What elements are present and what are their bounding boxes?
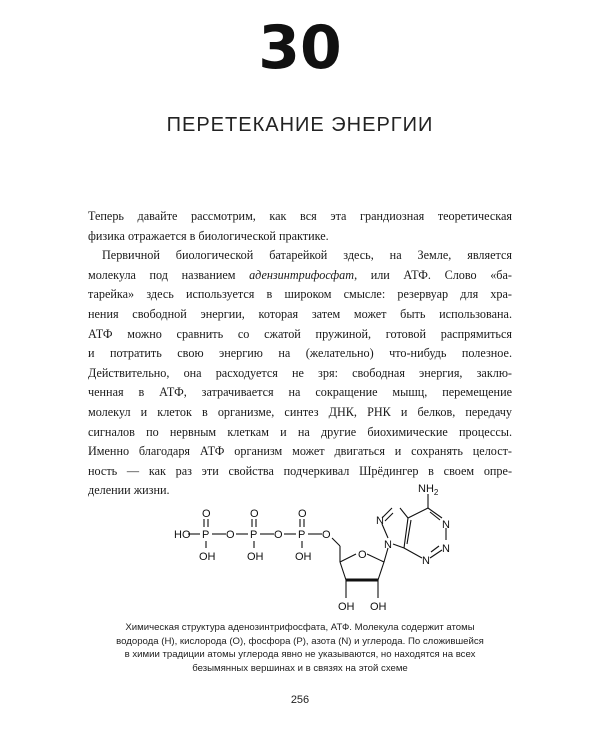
oxygen-label: O xyxy=(250,508,259,520)
oh-label: OH xyxy=(338,601,355,613)
text-line: ность — как раз эти свойства подчеркивал Шрёдингер в своем опре- xyxy=(88,463,512,478)
oxygen-label: O xyxy=(274,529,283,541)
oh-label: OH xyxy=(370,601,387,613)
oh-label: OH xyxy=(247,551,264,563)
oxygen-label: O xyxy=(202,508,211,520)
text-line: физика отражается в биологической практике. xyxy=(88,228,329,243)
atp-structure-diagram xyxy=(160,472,460,620)
oxygen-label: O xyxy=(322,529,331,541)
text-line: молекул и клеток в организме, синтез ДНК, РНК и белков, передачу xyxy=(88,404,512,419)
body-text xyxy=(88,207,512,501)
oxygen-label: O xyxy=(226,529,235,541)
phosphorus-label: P xyxy=(202,529,210,541)
nitrogen-label: N xyxy=(422,555,430,567)
text-line: Теперь давайте рассмотрим, как вся эта грандиозная теоретическая xyxy=(88,209,512,223)
nitrogen-label: N xyxy=(376,515,384,527)
molecule-bonds xyxy=(188,494,446,598)
text-line: тарейка» здесь используется в широком смысле: резервуар для хра- xyxy=(88,287,512,302)
page-number: 256 xyxy=(290,694,310,706)
ho-label: HO xyxy=(174,529,191,541)
oh-label: OH xyxy=(295,551,312,563)
text-line: ченная в АТФ, затрачивается на сокращение мышц, перемещение xyxy=(88,385,512,400)
emphasis-term: адензинтрифосфат xyxy=(249,267,355,282)
text-line: Именно благодаря АТФ организм может двигаться и сохранять целост- xyxy=(88,444,512,459)
ring-oxygen-label: O xyxy=(358,549,367,561)
caption-line: Химическая структура аденозинтрифосфата, АТФ. Молекула содержит атомы xyxy=(125,622,475,633)
phosphorus-label: P xyxy=(250,529,258,541)
text-line: делении жизни. xyxy=(88,483,170,498)
text-line: сигналов по нервным клеткам и на другие биохимические процессы. xyxy=(88,424,512,439)
phosphorus-label: P xyxy=(298,529,306,541)
caption-line: в химии традиции атомы углерода явно не указываются, но находятся на всех xyxy=(124,649,476,661)
caption-line: безымянных вершинах и в связях на этой схеме xyxy=(192,662,408,674)
text-line: и потратить свою энергию на (желательно) что-нибудь полезное. xyxy=(88,346,512,361)
text-line xyxy=(88,266,512,286)
text-line: нения свободной энергии, которая затем может быть использована. xyxy=(88,306,512,321)
amino-label xyxy=(418,483,439,497)
text-fragment: молекула под названием xyxy=(88,267,250,282)
oxygen-label: O xyxy=(298,508,307,520)
text-line: АТФ можно сравнить со сжатой пружиной, готовой распрямиться xyxy=(88,326,512,341)
nitrogen-label: N xyxy=(384,539,392,551)
oh-label: OH xyxy=(199,551,216,563)
amino-subscript: 2 xyxy=(433,488,439,497)
caption-line: водорода (H), кислорода (O), фосфора (P), азота (N) и углерода. По сложившейся xyxy=(116,635,484,647)
amino-nh: NH xyxy=(418,483,434,495)
chapter-number: 30 xyxy=(258,13,342,83)
text-fragment: , или АТФ. Слово «ба- xyxy=(354,267,512,282)
chapter-title: ПЕРЕТЕКАНИЕ ЭНЕРГИИ xyxy=(166,114,434,136)
figure-caption xyxy=(90,621,510,675)
text-line: Действительно, она расходуется не зря: свободная энергия, заклю- xyxy=(88,365,512,380)
nitrogen-label: N xyxy=(442,543,450,555)
text-line: Первичной биологической батарейкой здесь, на Земле, является xyxy=(102,248,512,263)
nitrogen-label: N xyxy=(442,519,450,531)
